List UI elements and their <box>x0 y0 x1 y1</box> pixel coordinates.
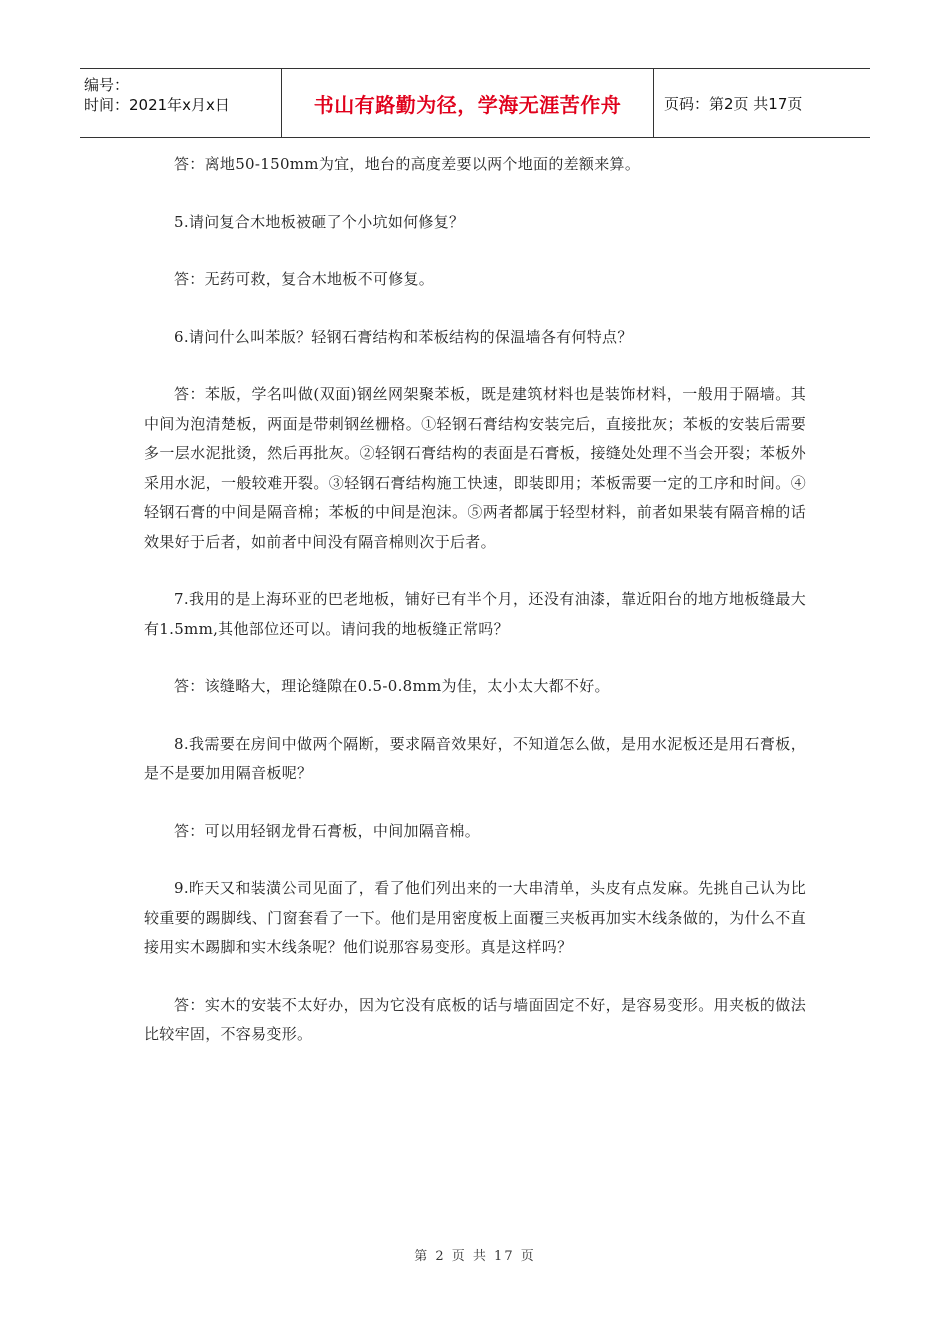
document-date: 时间：2021年x月x日 <box>84 96 230 114</box>
paragraph: 答：离地50-150mm为宜，地台的高度差要以两个地面的差额来算。 <box>174 155 641 173</box>
answer: 答：无药可救，复合木地板不可修复。 <box>174 270 435 288</box>
page-footer: 第 2 页 共 17 页 <box>414 1249 536 1264</box>
header-meta <box>80 69 282 137</box>
question: 7.我用的是上海环亚的巴老地板，铺好已有半个月，还没有油漆，靠近阳台的地方地板缝最大有1.5mm,其他部位还可以。请问我的地板缝正常吗？ <box>144 590 806 638</box>
page-header <box>80 68 870 138</box>
answer: 答：苯版，学名叫做(双面)钢丝网架聚苯板，既是建筑材料也是装饰材料，一般用于隔墙。其中间为泡清楚板，两面是带刺钢丝栅格。①轻钢石膏结构安装完后，直接批灰；苯板的安装后需要多一层水泥批烫，然后再批灰。②轻钢石膏结构的表面是石膏板，接缝处处理不当会开裂；苯板外采用水泥，一般较难开裂。③轻钢石膏结构施工快速，即装即用；苯板需要一定的工序和时间。④轻钢石膏的中间是隔音棉；苯板的中间是泡沫。⑤两者都属于轻型材料，前者如果装有隔音棉的话效果好于后者，如前者中间没有隔音棉则次于后者。 <box>144 385 806 551</box>
answer: 答：实木的安装不太好办，因为它没有底板的话与墙面固定不好，是容易变形。用夹板的做法比较牢固，不容易变形。 <box>144 995 806 1043</box>
answer: 答：该缝略大，理论缝隙在0.5-0.8mm为佳，太小太大都不好。 <box>174 677 610 695</box>
question: 6.请问什么叫苯版？轻钢石膏结构和苯板结构的保温墙各有何特点？ <box>174 327 633 346</box>
question: 9.昨天又和装潢公司见面了，看了他们列出来的一大串清单，头皮有点发麻。先挑自己认为比较重要的踢脚线、门窗套看了一下。他们是用密度板上面覆三夹板再加实木线条做的，为什么不直接用实木踢脚和实木线条呢？他们说那容易变形。真是这样吗？ <box>144 879 806 956</box>
document-body <box>144 150 806 1078</box>
header-motto: 书山有路勤为径，学海无涯苦作舟 <box>282 69 654 137</box>
question: 5.请问复合木地板被砸了个小坑如何修复？ <box>174 212 465 231</box>
answer: 答：可以用轻钢龙骨石膏板，中间加隔音棉。 <box>174 821 481 840</box>
question: 8.我需要在房间中做两个隔断，要求隔音效果好，不知道怎么做，是用水泥板还是用石膏板，是不是要加用隔音板呢？ <box>144 734 806 782</box>
document-number-label: 编号： <box>84 76 130 94</box>
header-page-info: 页码：第2页 共17页 <box>664 94 803 113</box>
